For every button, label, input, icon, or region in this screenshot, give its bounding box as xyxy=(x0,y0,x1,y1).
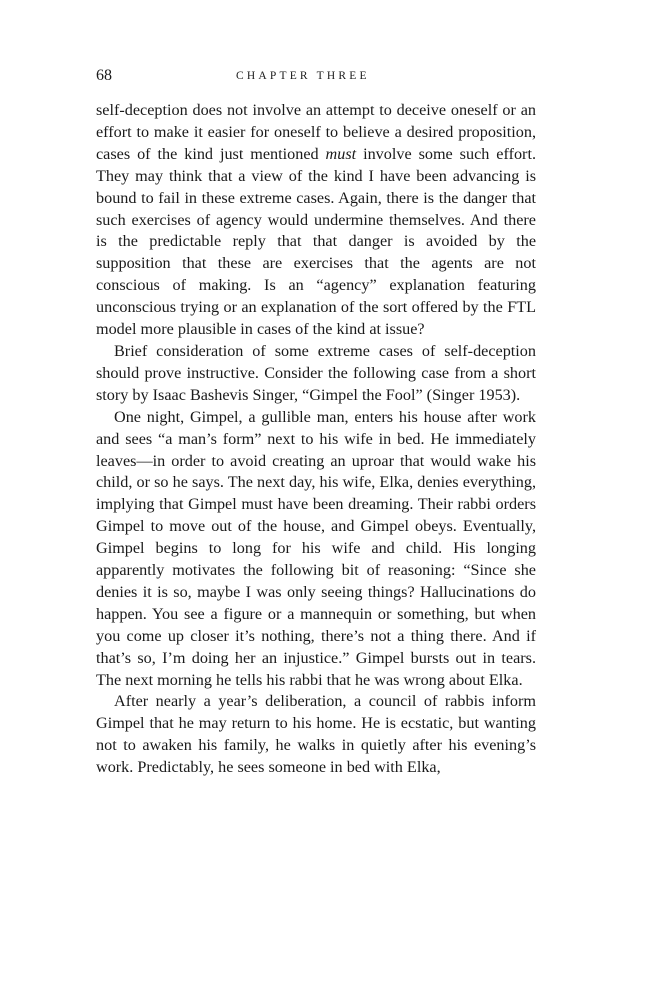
paragraph: After nearly a year’s deliberation, a council of rabbis inform Gimpel that he may return to his home. He is ecstatic, but wanting not to awaken his family, he walks in quietly after his evening’s work. Predictably, he sees someone in bed with Elka, xyxy=(96,692,536,777)
page-number: 68 xyxy=(96,67,112,84)
paragraph-continuation xyxy=(96,100,536,341)
paragraph-text: involve some such effort. They may think that a view of the kind I have been advancing is bound to fail in these extreme cases. Again, there is the danger that such exercises of agency would undermine themselves. And there is the predictable reply that that danger is avoided by the supposition that these are exercises that the agents are not conscious of making. Is an “agency” explanation featuring unconscious trying or an explanation of the sort offered by the FTL model more plausible in cases of the kind at issue? xyxy=(96,144,536,339)
chapter-title: CHAPTER THREE xyxy=(236,70,370,82)
body-text xyxy=(96,100,536,779)
paragraph: Brief consideration of some extreme cases of self-deception should prove instructive. Consider the following case from a short story by Isaac Bashevis Singer, “Gimpel the Fool” (Singer 1953). xyxy=(96,341,536,404)
paragraph-text: self-deception does not involve an attempt to deceive oneself or an effort to make it easier for oneself to believe a desired proposition, cases of the kind just mentioned xyxy=(96,101,536,163)
book-page xyxy=(96,62,536,779)
running-header xyxy=(96,62,536,90)
paragraph: One night, Gimpel, a gullible man, enters his house after work and sees “a man’s form” next to his wife in bed. He immediately leaves—in order to avoid creating an uproar that would wake his child, or so he says. The next day, his wife, Elka, denies everything, implying that Gimpel must have been dreaming. Their rabbi orders Gimpel to move out of the house, and Gimpel obeys. Eventually, Gimpel begins to long for his wife and child. His longing apparently motivates the following bit of reasoning: “Since she denies it is so, maybe I was only seeing things? Hallucinations do happen. You see a figure or a mannequin or something, but when you come up closer it’s nothing, there’s not a thing there. And if that’s so, I’m doing her an injustice.” Gimpel bursts out in tears. The next morning he tells his rabbi that he was wrong about Elka. xyxy=(96,407,536,689)
emphasized-word: must xyxy=(325,144,357,163)
